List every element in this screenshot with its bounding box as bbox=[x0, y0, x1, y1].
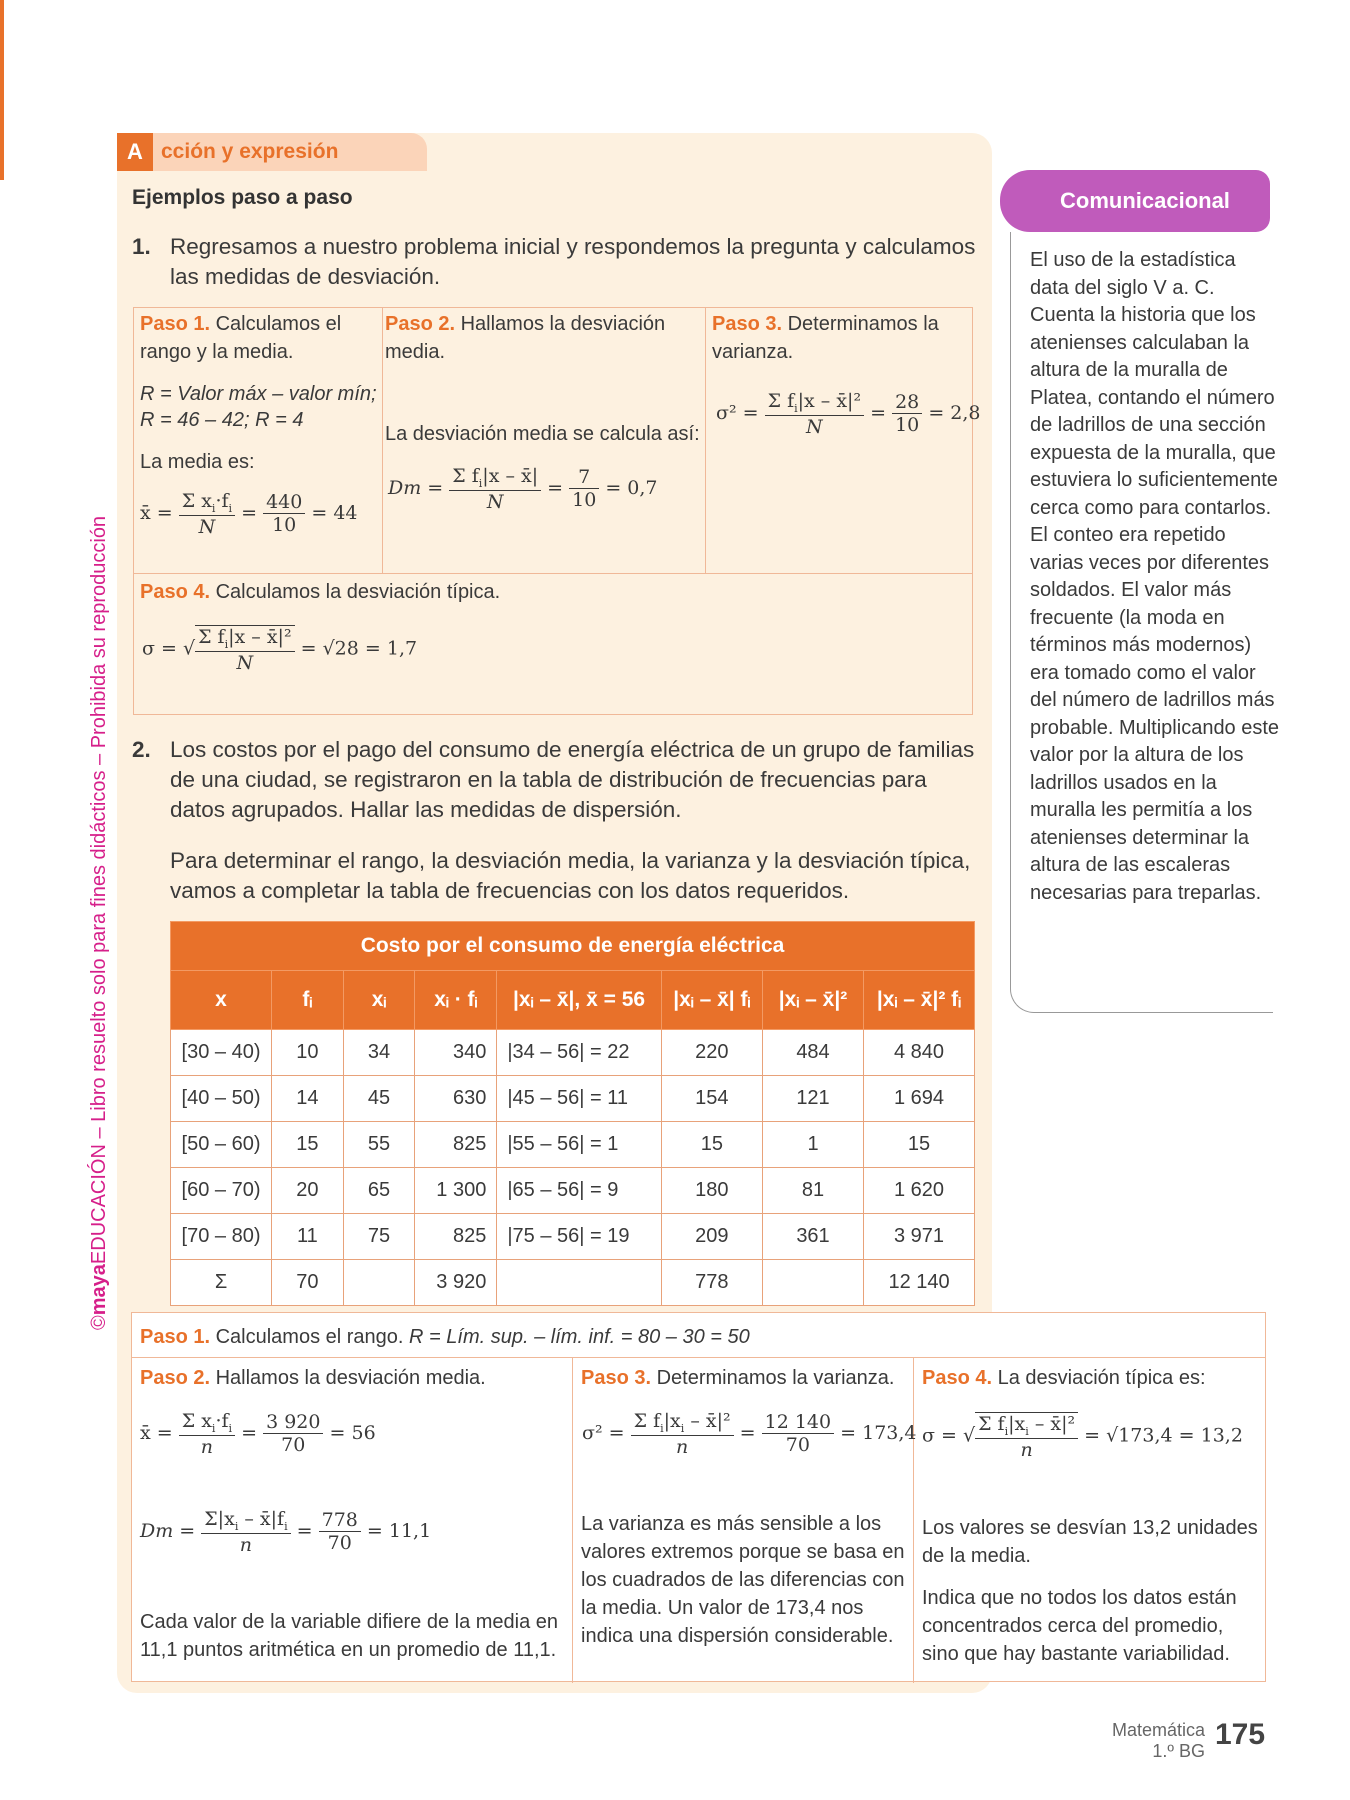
ex1-step3: Paso 3. Determinamos la varianza. bbox=[712, 313, 939, 363]
mean-formula: x̄ = $\frac{\Sigma x_i\cdot f_i}{N}$ = $\frac{440}{10}$ = 44 bbox=[140, 490, 358, 538]
ex1-step4: Paso 4. Calculamos la desviación típica. bbox=[140, 581, 501, 603]
ex2-step4-note2: Indica que no todos los datos están concentrados cerca del promedio, sino que hay bastante variabilidad. bbox=[922, 1587, 1237, 1665]
table-row: [70 – 80) 11 75 825 |75 – 56| = 19 209 361 3 971 bbox=[171, 1214, 975, 1260]
variance-formula: σ² = $\frac{\Sigma f_i|x - x̄|^2}{N}$ = $\frac{28}{10}$ = 2,8 bbox=[716, 390, 981, 438]
range-result: R = 46 – 42; R = 4 bbox=[140, 409, 304, 431]
ex2-dm-formula: Dm = $\frac{\Sigma|x_i - x̄|f_i}{n}$ = $\frac{778}{70}$ = 11,1 bbox=[140, 1508, 432, 1556]
table-row: [50 – 60) 15 55 825 |55 – 56| = 1 15 1 15 bbox=[171, 1122, 975, 1168]
section-tab bbox=[117, 133, 427, 171]
ex1-step1: Paso 1. Calculamos el rango y la media. bbox=[140, 313, 342, 363]
ex1-step2: Paso 2. Hallamos la desviación media. bbox=[385, 313, 666, 363]
copyright-side-text: ©mayaEDUCACIÓN – Libro resuelto solo para fines didácticos – Prohibida su reproducción bbox=[88, 515, 110, 1330]
dm-label: La desviación media se calcula así: bbox=[385, 423, 700, 445]
footer-subject: Matemática 1.º BG bbox=[1111, 1720, 1205, 1761]
table-row: [30 – 40) 10 34 340 |34 – 56| = 22 220 484 4 840 bbox=[171, 1030, 975, 1076]
examples-heading: Ejemplos paso a paso bbox=[132, 186, 353, 209]
edge-bar bbox=[0, 0, 4, 180]
col-header: xᵢ · fᵢ bbox=[415, 971, 497, 1030]
section-title: cción y expresión bbox=[161, 140, 339, 163]
ex2-number: 2. bbox=[132, 737, 151, 762]
ex2-text2: Para determinar el rango, la desviación media, la varianza y la desviación típica, vamos a completar la tabla de frecuencias con los datos requeridos. bbox=[170, 848, 971, 903]
col-header: |xᵢ – x̄|, x̄ = 56 bbox=[497, 971, 661, 1030]
range-formula: R = Valor máx – valor mín; bbox=[140, 383, 377, 405]
frequency-table bbox=[170, 921, 975, 1306]
ex2-step3-note: La varianza es más sensible a los valores extremos porque se basa en los cuadrados de las diferencias con la media. Un valor de 173,4 nos indica una dispersión considerable. bbox=[581, 1513, 905, 1647]
ex2-text: Los costos por el pago del consumo de energía eléctrica de un grupo de familias de una ciudad, se registraron en la tabla de distribución de frecuencias para datos agrupados. Hallar las medidas de dispersión. bbox=[170, 737, 975, 822]
page-number: 175 bbox=[1215, 1718, 1266, 1751]
col-header: xᵢ bbox=[343, 971, 415, 1030]
table-row: [40 – 50) 14 45 630 |45 – 56| = 11 154 121 1 694 bbox=[171, 1076, 975, 1122]
ex2-stddev-formula: σ = √ $\frac{\Sigma f_i|x_i - x̄|^2}{n}$ = √173,4 = 13,2 bbox=[922, 1413, 1243, 1461]
table-total-row: Σ 70 3 920 778 12 140 bbox=[171, 1260, 975, 1306]
comunicacional-header: Comunicacional bbox=[1000, 170, 1270, 232]
col-header: x bbox=[171, 971, 272, 1030]
ex2-step1: Paso 1. Calculamos el rango. R = Lím. sup. – lím. inf. = 80 – 30 = 50 bbox=[140, 1326, 750, 1348]
ex1-text: Regresamos a nuestro problema inicial y respondemos la pregunta y calculamos las medidas de desviación. bbox=[170, 234, 976, 289]
ex2-step4: Paso 4. La desviación típica es: bbox=[922, 1367, 1206, 1389]
col-header: |xᵢ – x̄|² bbox=[762, 971, 863, 1030]
section-letter: A bbox=[117, 133, 153, 171]
ex2-step2-note: Cada valor de la variable difiere de la media en 11,1 puntos aritmética en un promedio de 11,1. bbox=[140, 1611, 559, 1661]
table-row: [60 – 70) 20 65 1 300 |65 – 56| = 9 180 81 1 620 bbox=[171, 1168, 975, 1214]
mean-label: La media es: bbox=[140, 451, 255, 473]
dm-formula: Dm = $\frac{\Sigma f_i|x - x̄|}{N}$ = $\frac{7}{10}$ = 0,7 bbox=[388, 465, 658, 513]
col-header: |xᵢ – x̄| fᵢ bbox=[661, 971, 762, 1030]
ex2-mean-formula: x̄ = $\frac{\Sigma x_i\cdot f_i}{n}$ = $\frac{3 920}{70}$ = 56 bbox=[140, 1410, 376, 1458]
ex2-step4-note1: Los valores se desvían 13,2 unidades de la media. bbox=[922, 1517, 1258, 1567]
comunicacional-text: El uso de la estadística data del siglo V a. C. Cuenta la historia que los atenienses calculaban la altura de la muralla de Platea, contando el número de ladrillos de una sección expuesta de la muralla, que estuviera lo suficientemente cerca como para contarlos. El conteo era repetido varias veces por diferentes soldados. El valor más frecuente (la moda en términos más modernos) era tomado como el valor del número de ladrillos más probable. Multiplicando este valor por la altura de los ladrillos usados en la muralla les permitía a los atenienses determinar la altura de las escaleras necesarias para treparlas. bbox=[1030, 249, 1280, 904]
ex1-number: 1. bbox=[132, 234, 151, 259]
ex2-step2: Paso 2. Hallamos la desviación media. bbox=[140, 1367, 486, 1389]
stddev-formula: σ = √ $\frac{\Sigma f_i|x - x̄|^2}{N}$ = √28 = 1,7 bbox=[142, 626, 418, 674]
col-header: fᵢ bbox=[272, 971, 344, 1030]
ex2-step3: Paso 3. Determinamos la varianza. bbox=[581, 1367, 895, 1389]
table-caption: Costo por el consumo de energía eléctrica bbox=[171, 922, 975, 971]
ex2-variance-formula: σ² = $\frac{\Sigma f_i|x_i - x̄|^2}{n}$ = $\frac{12 140}{70}$ = 173,4 bbox=[582, 1410, 917, 1458]
col-header: |xᵢ – x̄|² fᵢ bbox=[864, 971, 975, 1030]
